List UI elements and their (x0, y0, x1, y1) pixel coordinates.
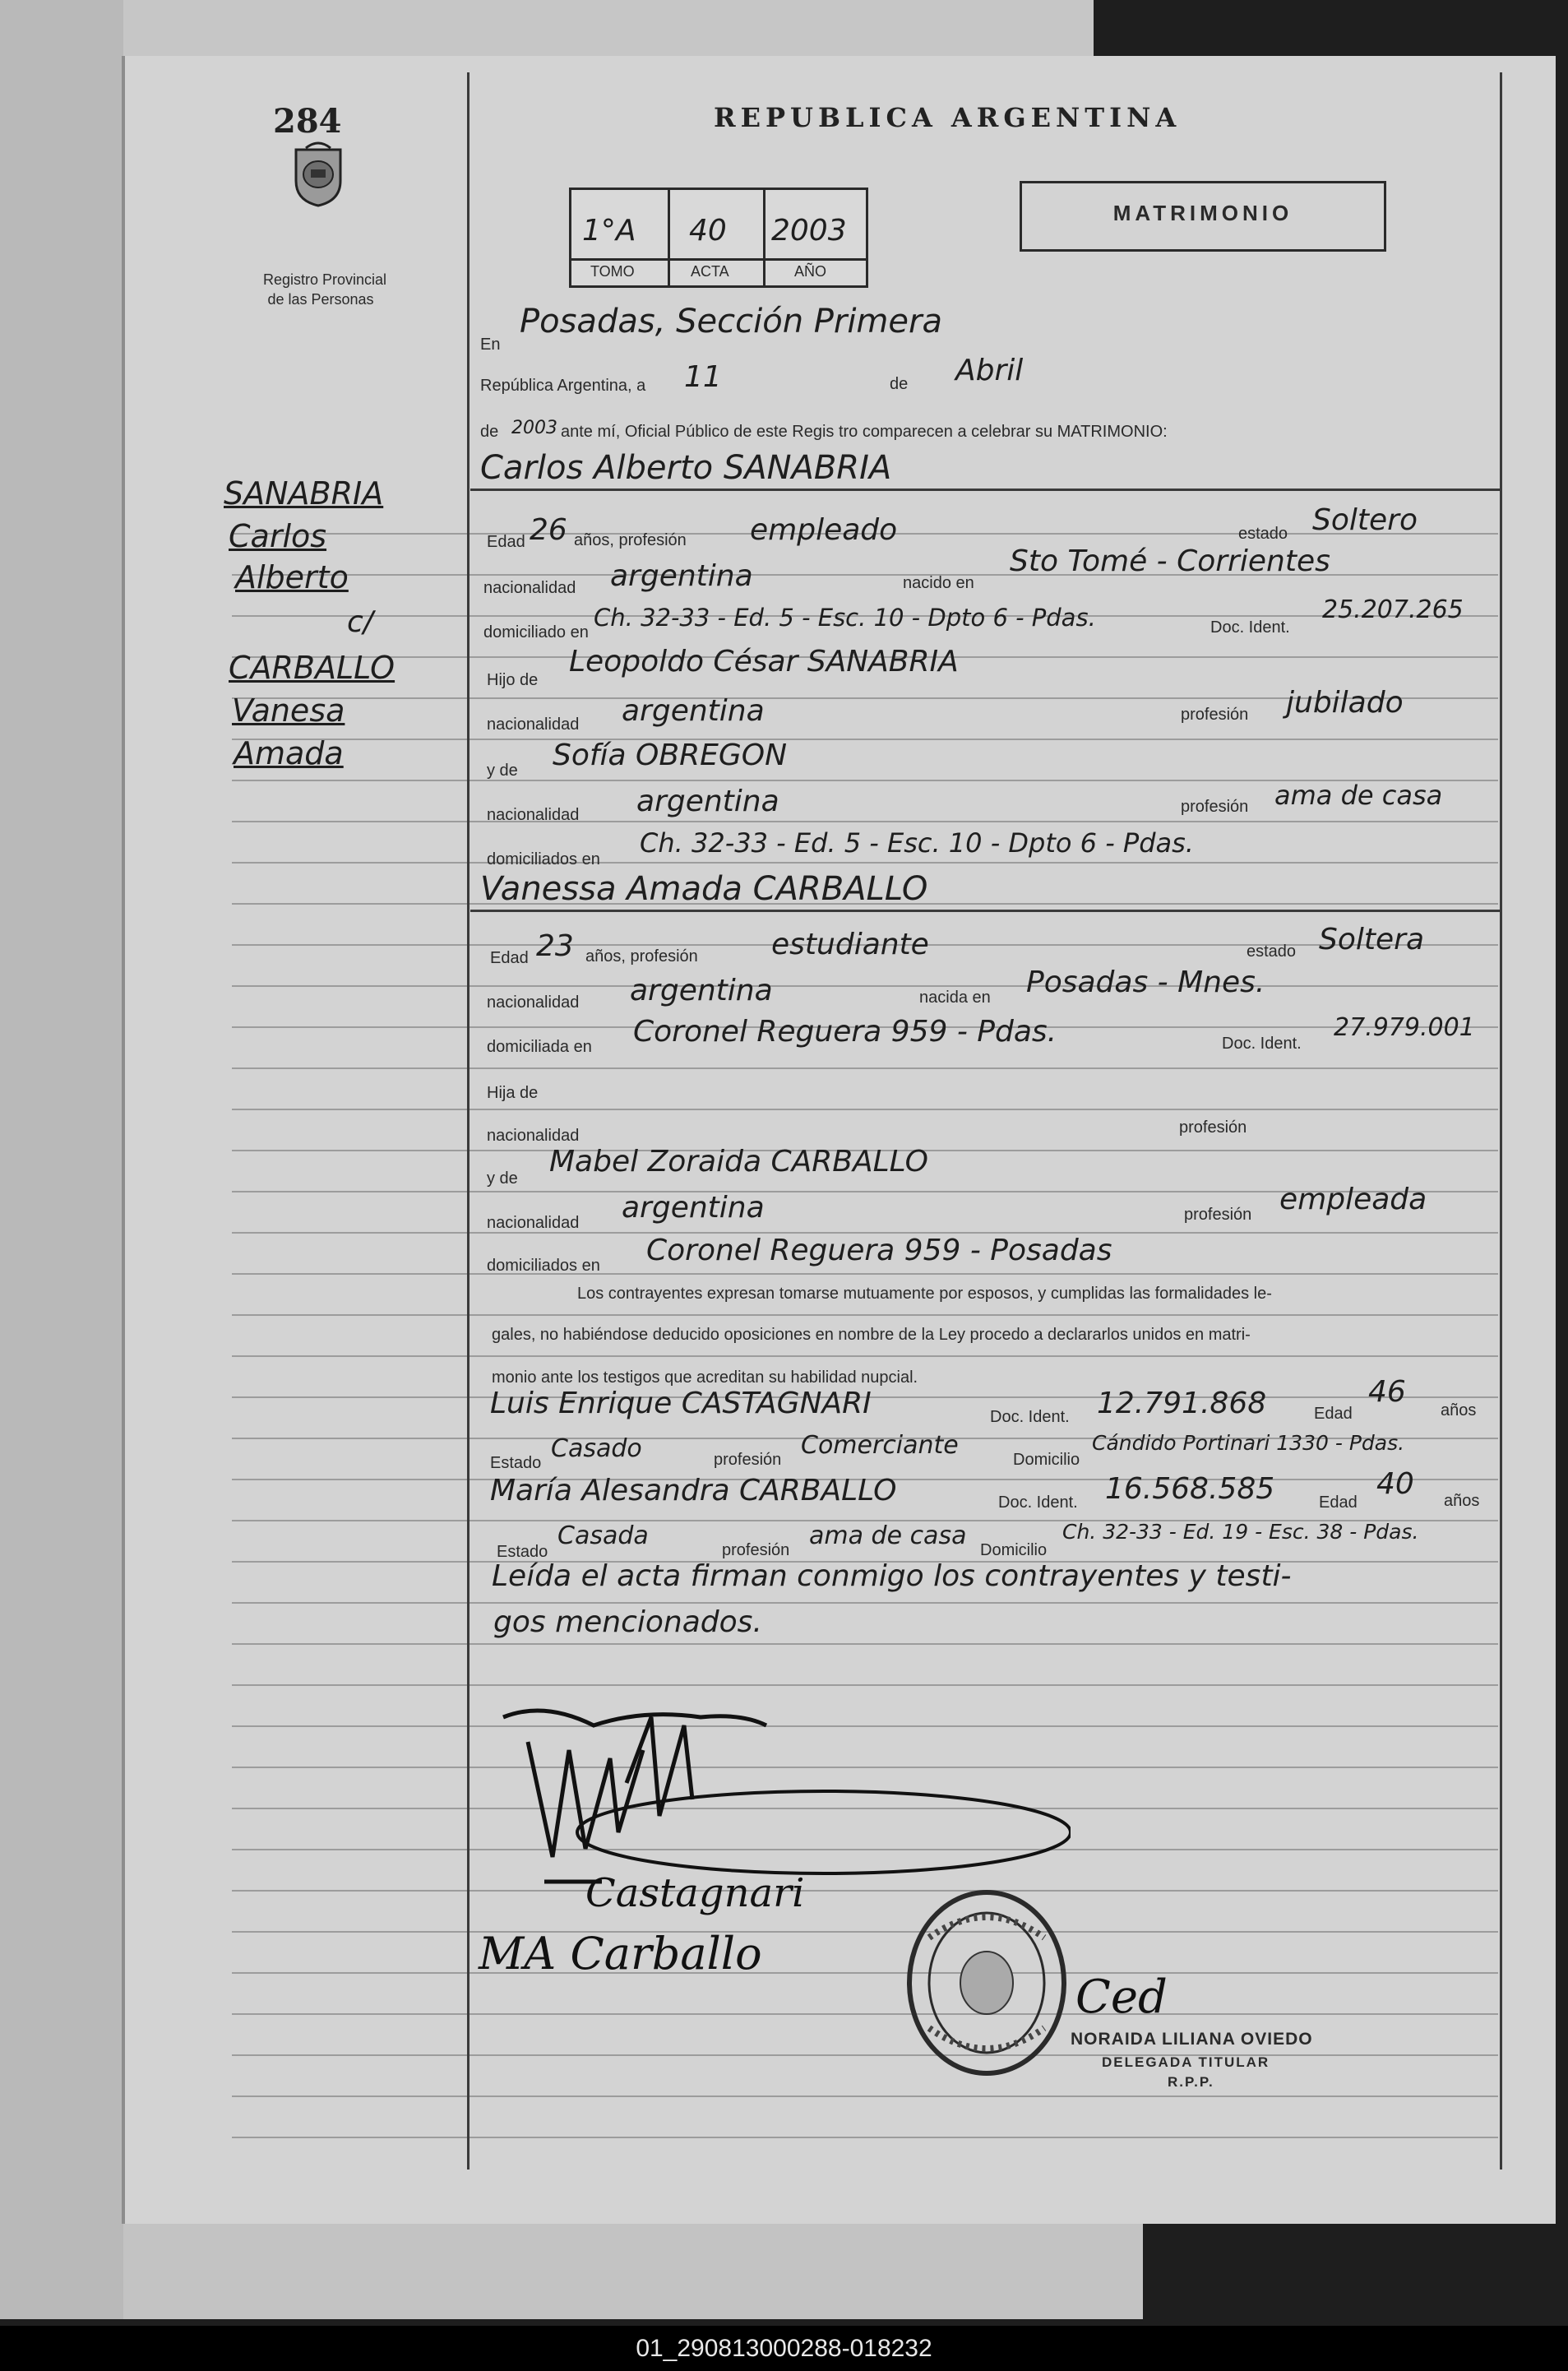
bride-profesion: estudiante (771, 928, 929, 961)
witness2-estado-label: Estado (497, 1543, 548, 1561)
groom-nacionalidad-label: nacionalidad (483, 579, 576, 597)
groom-father-nac: argentina (622, 694, 765, 728)
witness2-profesion-label: profesión (722, 1541, 790, 1559)
groom-mother-prof: ama de casa (1274, 780, 1443, 811)
margin-divider-line (467, 72, 469, 2170)
groom-profesion-label: años, profesión (574, 531, 687, 549)
bride-parents-dom: Coronel Reguera 959 - Posadas (646, 1234, 1112, 1267)
hija-label: Hija de (487, 1084, 539, 1102)
registry-name-line2: de las Personas (267, 291, 374, 308)
witness1-doc-label: Doc. Ident. (990, 1408, 1070, 1426)
witness2-doc: 16.568.585 (1105, 1472, 1275, 1506)
act-type-label: MATRIMONIO (1112, 201, 1293, 225)
groom-edad: 26 (530, 513, 567, 547)
left-page-edge (0, 0, 123, 2319)
groom-father-prof-label: profesión (1181, 706, 1249, 724)
groom-edad-label: Edad (487, 533, 525, 551)
year-value: 2003 (511, 418, 557, 438)
witness1-domicilio: Cándido Portinari 1330 - Pdas. (1092, 1431, 1405, 1455)
bottom-page-edge (123, 2220, 1143, 2319)
margin-name-6: Vanesa (232, 692, 345, 729)
bride-separator-line (470, 910, 1500, 912)
margin-name-3: Alberto (235, 559, 349, 595)
tomo-value: 1°A (582, 214, 636, 248)
civil-registry-page (122, 56, 1556, 2224)
witness1-estado: Casado (551, 1434, 642, 1463)
hijo-label: Hijo de (487, 671, 539, 689)
witness1-edad: 46 (1368, 1375, 1406, 1409)
witness1-anos-label: años (1441, 1401, 1477, 1419)
declaration-line3: monio ante los testigos que acreditan su habilidad nupcial. (492, 1368, 918, 1387)
groom-nacionalidad: argentina (610, 559, 753, 593)
year-prefix: de (480, 423, 499, 441)
bride-doc: 27.979.001 (1334, 1013, 1475, 1042)
groom-separator-line (470, 489, 1500, 491)
bride-mother-prof: empleada (1279, 1183, 1427, 1216)
groom-yde-label: y de (487, 762, 518, 780)
witness1-edad-label: Edad (1314, 1405, 1353, 1423)
tomo-label: TOMO (590, 263, 635, 280)
bride-mother-name: Mabel Zoraida CARBALLO (549, 1145, 928, 1179)
registry-crest-icon (289, 141, 347, 207)
witness2-anos-label: años (1444, 1492, 1480, 1510)
country-title: REPUBLICA ARGENTINA (714, 102, 1182, 133)
bride-edad: 23 (536, 929, 574, 963)
margin-name-2: Carlos (229, 518, 327, 554)
witness2-domicilio-label: Domicilio (980, 1541, 1048, 1559)
bride-doc-label: Doc. Ident. (1222, 1035, 1302, 1053)
bride-yde-label: y de (487, 1169, 518, 1188)
acta-label: ACTA (691, 263, 729, 280)
official-abbr: R.P.P. (1168, 2074, 1214, 2090)
groom-mother-prof-label: profesión (1181, 798, 1249, 816)
page-number: 284 (273, 102, 342, 141)
margin-name-1: SANABRIA (224, 475, 384, 512)
groom-signature (495, 1693, 1071, 1890)
margin-name-7: Amada (234, 735, 344, 771)
acta-value: 40 (689, 214, 727, 248)
bride-nacionalidad: argentina (630, 974, 773, 1007)
bride-name: Vanessa Amada CARBALLO (480, 870, 928, 908)
official-name: NORAIDA LILIANA OVIEDO (1071, 2030, 1313, 2049)
witness1-domicilio-label: Domicilio (1013, 1451, 1080, 1469)
groom-doc-label: Doc. Ident. (1210, 618, 1290, 637)
groom-father-nac-label: nacionalidad (487, 715, 580, 734)
bride-parents-dom-label: domiciliados en (487, 1257, 600, 1275)
right-border-line (1500, 72, 1502, 2170)
intro-text: ante mí, Oficial Público de este Regis tro comparecen a celebrar su MATRIMONIO: (561, 423, 1168, 441)
groom-father-name: Leopoldo César SANABRIA (569, 645, 959, 678)
bride-estado: Soltera (1319, 923, 1425, 956)
witness2-profesion: ama de casa (809, 1521, 967, 1550)
declaration-line2: gales, no habiéndose deducido oposiciones en nombre de la Ley procedo a declararlos unidos en matri- (492, 1326, 1251, 1344)
witness2-name: María Alesandra CARBALLO (490, 1474, 897, 1507)
witness1-name: Luis Enrique CASTAGNARI (490, 1387, 872, 1420)
closing-line2: gos mencionados. (493, 1605, 762, 1639)
groom-parents-dom: Ch. 32-33 - Ed. 5 - Esc. 10 - Dpto 6 - Pdas. (640, 827, 1194, 859)
bride-domicilio: Coronel Reguera 959 - Pdas. (633, 1015, 1057, 1049)
groom-nacido: Sto Tomé - Corrientes (1010, 544, 1330, 578)
registry-name-line1: Registro Provincial (263, 271, 387, 288)
witness2-signature: MA Carballo (479, 1928, 762, 1980)
place-value: Posadas, Sección Primera (520, 303, 942, 340)
en-label: En (480, 336, 501, 354)
bride-profesion-label: años, profesión (585, 947, 698, 966)
ano-label: AÑO (794, 263, 827, 280)
groom-domicilio: Ch. 32-33 - Ed. 5 - Esc. 10 - Dpto 6 - Pdas. (594, 604, 1096, 632)
witness2-estado: Casada (557, 1521, 649, 1550)
official-title: DELEGADA TITULAR (1102, 2054, 1270, 2070)
groom-name: Carlos Alberto SANABRIA (480, 449, 892, 487)
bride-mother-nac-label: nacionalidad (487, 1214, 580, 1232)
witness2-edad-label: Edad (1319, 1493, 1358, 1512)
bride-estado-label: estado (1247, 942, 1297, 961)
bride-nacionalidad-label: nacionalidad (487, 993, 580, 1012)
witness1-doc: 12.791.868 (1097, 1387, 1267, 1420)
bride-domicilio-label: domiciliada en (487, 1038, 592, 1056)
official-signature: Ced (1075, 1970, 1168, 2024)
witness2-doc-label: Doc. Ident. (998, 1493, 1078, 1512)
bride-edad-label: Edad (490, 949, 529, 967)
bride-mother-prof-label: profesión (1184, 1206, 1252, 1224)
margin-name-5: CARBALLO (229, 650, 395, 686)
bride-father-nac-label: nacionalidad (487, 1127, 580, 1145)
groom-domicilio-label: domiciliado en (483, 623, 589, 641)
ano-value: 2003 (771, 214, 847, 248)
groom-estado-label: estado (1238, 525, 1288, 543)
groom-mother-name: Sofía OBREGON (553, 739, 788, 772)
groom-parents-dom-label: domiciliados en (487, 850, 600, 868)
image-id-footer: 01_290813000288-018232 (0, 2326, 1568, 2371)
witness1-profesion: Comerciante (801, 1431, 959, 1460)
witness1-estado-label: Estado (490, 1454, 542, 1472)
day-value: 11 (684, 360, 722, 394)
groom-nacido-label: nacido en (903, 574, 974, 592)
groom-mother-nac: argentina (636, 785, 779, 818)
witness1-signature: Castagnari (585, 1870, 805, 1916)
bride-nacida: Posadas - Mnes. (1026, 966, 1265, 999)
republica-label: República Argentina, a (480, 377, 646, 395)
witness2-edad: 40 (1376, 1467, 1414, 1501)
groom-mother-nac-label: nacionalidad (487, 806, 580, 824)
bride-nacida-label: nacida en (919, 989, 991, 1007)
groom-profesion: empleado (750, 513, 898, 547)
official-seal-icon (904, 1888, 1069, 2077)
bride-father-prof-label: profesión (1179, 1118, 1247, 1137)
witness1-profesion-label: profesión (714, 1451, 782, 1469)
groom-estado: Soltero (1312, 503, 1418, 537)
de-label: de (890, 375, 909, 393)
closing-line1: Leída el acta firman conmigo los contrayentes y testi- (492, 1559, 1292, 1593)
bride-mother-nac: argentina (622, 1191, 765, 1225)
declaration-line1: Los contrayentes expresan tomarse mutuamente por esposos, y cumplidas las formalidades le- (577, 1285, 1272, 1303)
month-value: Abril (955, 354, 1024, 387)
groom-father-prof: jubilado (1286, 686, 1404, 720)
groom-doc: 25.207.265 (1322, 595, 1464, 624)
witness2-domicilio: Ch. 32-33 - Ed. 19 - Esc. 38 - Pdas. (1062, 1520, 1419, 1544)
margin-name-4: c/ (347, 605, 373, 639)
